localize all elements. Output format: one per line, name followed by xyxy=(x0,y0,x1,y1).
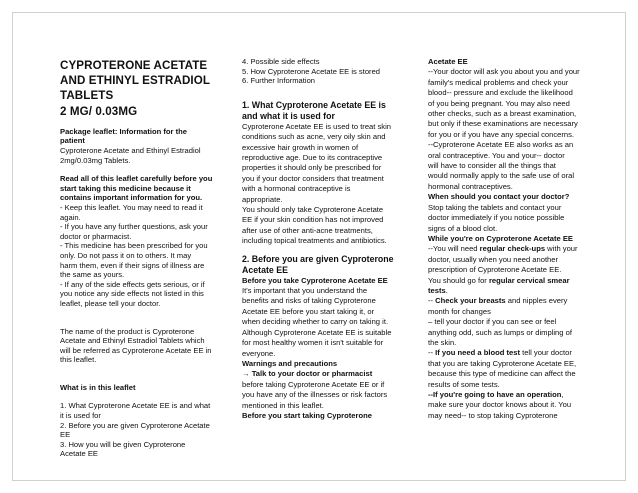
leaflet-subtitle: Cyproterone Acetate and Ethinyl Estradiol 2mg/0.03mg Tablets. xyxy=(60,146,201,165)
warnings-heading: Warnings and precautions xyxy=(242,358,338,368)
column-1 xyxy=(60,58,228,459)
read-heading: Read all of this leaflet carefully before you start taking this medicine because it contains important information for you. xyxy=(60,174,213,203)
title-line: AND ETHINYL ESTRADIOL xyxy=(60,74,211,88)
blood-test-body: -- If you need a blood test tell your doctor that you are taking Cyproterone Acetate EE, because this type of medicine can affect the results of some tests. xyxy=(428,348,577,389)
talk-body: before taking Cyproterone Acetate EE or if you have any of the illnesses or risk factors mentioned in this leaflet. xyxy=(242,379,388,410)
contact-body: Stop taking the tablets and contact your doctor immediately if you notice possible signs of a blood clot. xyxy=(428,202,565,233)
operation-body: --If you're going to have an operation, make sure your doctor knows about it. You may need-- to stop taking Cyproterone xyxy=(428,390,572,420)
section-2-heading: 2. Before you are given Cyproterone Acetate EE xyxy=(242,253,394,275)
leaflet-page xyxy=(12,12,626,481)
product-title xyxy=(60,58,228,119)
start-heading: Before you start taking Cyproterone xyxy=(242,410,372,420)
title-line: CYPROTERONE ACETATE xyxy=(60,59,208,72)
toc-list: 1. What Cyproterone Acetate EE is and what it is used for 2. Before you are given Cyproterone Acetate EE 3. How you will be given Cyproterone Acetate EE xyxy=(60,401,211,459)
section-1-body: Cyproterone Acetate EE is used to treat skin conditions such as acne, very oily skin and excessive hair growth in women of reproductive age. Due to its contraceptive properties it should only be prescribed for you if your doctor considers that treatment with a hormonal contraceptive is appropriate. You should only take Cyproterone Acetate EE if your skin condition has not improved after use of other anti-acne treatments, including topical treatments and antibiotics. xyxy=(242,121,392,246)
toc-heading: What is in this leaflet xyxy=(60,382,136,392)
checkups-body: --You will need regular check-ups with your doctor, usually when you need another prescription of Cyproterone Acetate EE. You should go for regular cervical smear tests. xyxy=(428,244,578,295)
read-instructions: - Keep this leaflet. You may need to read it again. - If you have any further questions, ask your doctor or pharmacist. - This medicine has been prescribed for you only. Do not pass it on to others. It may harm them, even if their signs of illness are the same as yours. - If any of the side effects gets serious, or if you notice any side effects not listed in this leaflet, please tell your doctor. xyxy=(60,202,208,308)
before-heading: Before you take Cyproterone Acetate EE xyxy=(242,275,388,285)
leaflet-heading: Package leaflet: Information for the patient xyxy=(60,126,188,146)
column-3 xyxy=(428,57,600,421)
column-2 xyxy=(242,57,414,421)
talk-heading: → Talk to your doctor or pharmacist xyxy=(242,369,373,379)
section-1-heading: 1. What Cyproterone Acetate EE is and what it is used for xyxy=(242,99,386,121)
while-heading: While you're on Cyproterone Acetate EE xyxy=(428,233,573,243)
breast-check-body: -- Check your breasts and nipples every month for changes – tell your doctor if you can see or feel anything odd, such as lumps or dimpling of the skin. xyxy=(428,296,572,347)
product-name-note: The name of the product is Cyproterone Acetate and Ethinyl Estradiol Tablets which will be referred as Cyproterone Acetate EE in this leaflet. xyxy=(60,326,212,365)
title-line: TABLETS xyxy=(60,89,114,103)
title-line: 2 MG/ 0.03MG xyxy=(60,104,138,118)
toc-list-continued: 4. Possible side effects 5. How Cyproterone Acetate EE is stored 6. Further Information xyxy=(242,57,381,86)
before-body: It's important that you understand the benefits and risks of taking Cyproterone Acetate EE before you start taking it, or when deciding whether to carry on taking it. Although Cyproterone Acetate EE is suitable for most healthy women it isn't suitable for everyone. xyxy=(242,286,392,358)
contact-heading: When should you contact your doctor? xyxy=(428,192,570,202)
doctor-checks-body: --Your doctor will ask you about you and your family's medical problems and check your blood-- pressure and exclude the likelihood of you being pregnant. You may also need other checks, such as a breast examination, but only if these examinations are necessary for you or if you have any special concerns. --Cyproterone Acetate EE also works as an oral contraceptive. You and your-- doctor will have to consider all the things that would normally apply to the safe use of oral hormonal contraceptives. xyxy=(428,67,580,191)
acetate-heading: Acetate EE xyxy=(428,57,468,66)
